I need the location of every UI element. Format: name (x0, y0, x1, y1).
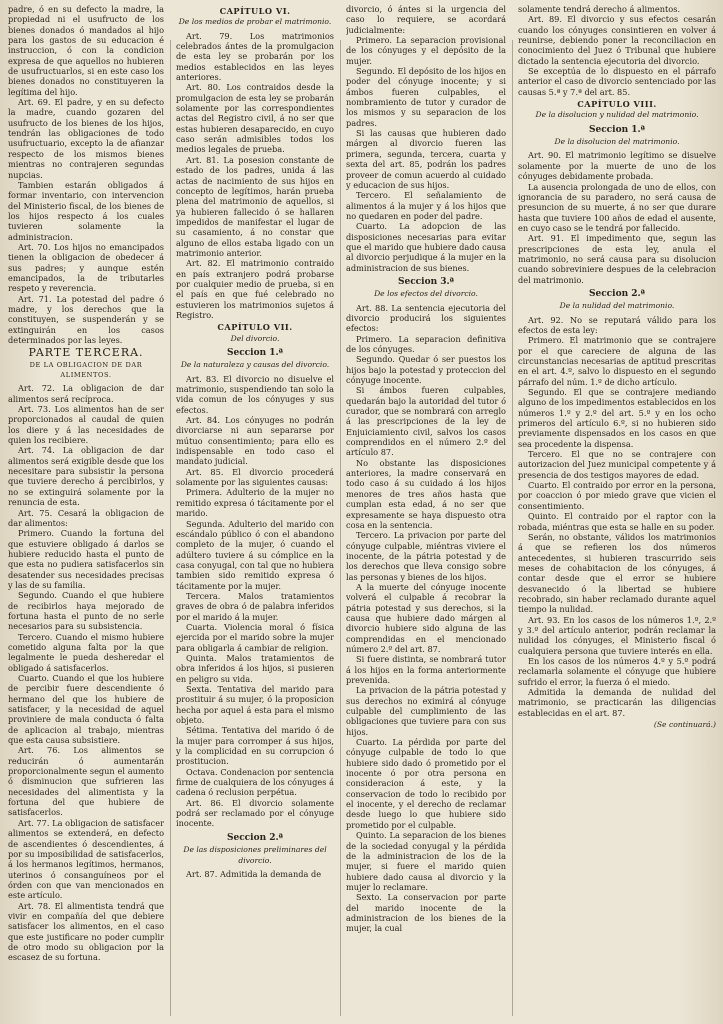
paragraph: Cuarto. El contraido por error en la persona, por coaccion ó por miedo grave que vicien el consentimiento. (518, 480, 716, 511)
paragraph: Art. 87. Admitida la demanda de (186, 868, 322, 879)
paragraph: Art. 79. Los matrimonios celebrados ántes de la promulgacion de esta ley se probarán por los medios establecidos en las leyes anteriores. (176, 30, 334, 83)
paragraph: Art. 92. No se reputará válido para los efectos de esta ley: (518, 314, 716, 335)
paragraph: Art. 70. Los hijos no emancipados tienen la obligacion de obedecer á sus padres; y aunque estén emancipados, la de tributarles respeto y reverencia. (8, 241, 164, 294)
chapter-title: CAPÍTULO VIII. (577, 99, 657, 110)
paragraph: Art. 83. El divorcio no disuelve el matrimonio, suspendiendo tan solo la vida comun de los cónyuges y sus efectos. (176, 373, 334, 415)
paragraph: Cuarto. Cuando el que los hubiere de percibir fuere descendiente ó hermano del que los hubiere de satisfacer, y la necesidad de aquel proviniere de mala conducta ó falta de aplicacion al trabajo, mientras que esta causa subsistiere. (8, 673, 164, 746)
paragraph: Tercero. La privacion por parte del cónyuge culpable, miéntras viviere el inocente, de la pátria potestad y de los derechos que lleva consigo sobre las personas y bienes de los hijos. (346, 530, 506, 582)
paragraph: Si las causas que hubieren dado márgen al divorcio fueren las primera, segunda, tercera, cuarta y sexta del art. 85, podrán los padres proveer de comun acuerdo al cuidado y educacion de sus hijos. (346, 128, 506, 190)
paragraph: Primero. La separacion provisional de los cónyuges y el depósito de la mujer. (346, 35, 506, 66)
paragraph: padre, ó en su defecto la madre, la propiedad ni el usufructo de los bienes donados ó mandados al hijo para los gastos de su educacion é instruccion, ó con la condicion expresa de que aquellos no hubieren de usufructuarlos, si en este caso los bienes donados no constituyeren la legítima del hijo. (8, 4, 164, 97)
section-title: Seccion 2.ª (588, 288, 646, 299)
paragraph: Art. 69. El padre, y en su defecto la madre, cuando gozaren del usufructo de los bienes de los hijos, tendrán las obligaciones de todo usufructuario, excepto la de afianzar respecto de los mismos bienes mientras no contrajeren segundas nupcias. (8, 97, 164, 180)
paragraph: Tercero. Cuando el mismo hubiere cometido alguna falta por la que legalmente le pueda desheredar el obligado á satisfacerlos. (8, 631, 164, 673)
paragraph: Si ámbos fueren culpables, quedarán bajo la autoridad del tutor ó curador, que se nombrará con arreglo á las prescripciones de la ley de Enjuiciamiento civil, salvos los casos comprendidos en el número 2.º del artículo 87. (346, 385, 506, 458)
paragraph: Art. 80. Los contraidos desde la promulgacion de esta ley se probarán solamente por las correspondientes actas del Registro civil, á no ser que estas hubieren desaparecido, en cuyo caso serán admisibles todos los medios legales de prueba. (176, 82, 334, 155)
paragraph: Sexto. La conservacion por parte del marido inocente de la administracion de los bienes de la mujer, la cual (346, 892, 506, 934)
paragraph: Art. 90. El matrimonio legítimo se disuelve solamente por la muerte de uno de los cónyuges debidamente probada. (518, 150, 716, 182)
paragraph: Sexta. Tentativa del marido para prostituir á su mujer, ó la proposicion hecha por aquel á esta para el mismo objeto. (176, 684, 334, 726)
column-divider (512, 40, 513, 1016)
chapter-title: CAPÍTULO VI. (219, 6, 291, 16)
paragraph: Primero. Cuando la fortuna del que estuviere obligado á darlos se hubiere reducido hasta el punto de que esta no pudiera satisfacerlos sin desatender sus necesidades precisas y las de su familia. (8, 528, 164, 590)
chapter-subtitle: De la disolucion y nulidad del matrimonio. (535, 110, 699, 120)
column-1 (8, 4, 164, 1020)
column-3 (346, 4, 506, 1020)
paragraph: Art. 77. La obligacion de satisfacer alimentos se extenderá, en defecto de ascendientes ó descendientes, á por su imposibilidad de satisfacerlos, á los hermanos legítimos, hermanos, uterinos ó consanguíneos por el órden con que van mencionados en este artículo. (8, 817, 164, 901)
section-title: Seccion 1.ª (588, 124, 646, 135)
section-subtitle: De la disolucion del matrimonio. (554, 137, 680, 147)
paragraph: En los casos de los números 4.º y 5.º podrá reclamarla solamente el cónyuge que hubiere sufrido el error, la fuerza ó el miedo. (518, 655, 716, 687)
paragraph: Quinta. Malos tratamientos de obra inferidos á los hijos, si pusieren en peligro su vida. (176, 652, 334, 684)
paragraph: Art. 71. La potestad del padre ó madre, y los derechos que la constituyen, se suspenderán y se extinguirán en los casos determinados por las leyes. (8, 293, 164, 345)
paragraph: Segundo. Cuando el que hubiere de recibirlos haya mejorado de fortuna hasta el punto de no serle necesarios para su subsistencia. (8, 590, 164, 632)
section-title: Seccion 1.ª (226, 348, 284, 358)
section-subtitle: De las disposiciones preliminares del divorcio. (183, 845, 327, 865)
paragraph: Art. 75. Cesará la obligacion de dar alimentos: (8, 507, 164, 528)
paragraph: Serán, no obstante, válidos los matrimonios á que se refieren los dos números antecedentes, si hubieren trascurrido seis meses de cohabitacion de los cónyuges, á contar desde que el error se hubiere desvanecido ó la libertad se hubiere recobrado, sin haber reclamado durante aquel tiempo la nulidad. (518, 531, 716, 615)
chapter-subtitle: De los medios de probar el matrimonio. (178, 17, 332, 27)
paragraph: Tercero. El señalamiento de alimentos á la mujer y á los hijos que no quedaren en poder del padre. (346, 190, 506, 221)
paragraph: Primera. Adulterio de la mujer no remitido expresa ó tácitamente por el marido. (176, 487, 334, 519)
paragraph: Tambien estarán obligados á formar inventario, con intervencion del Ministerio fiscal, de los bienes de los hijos respecto á los cuales tuvieren solamente la administracion. (8, 179, 164, 242)
paragraph: Segundo. Quedar ó ser puestos los hijos bajo la potestad y proteccion del cónyuge inocente. (346, 354, 506, 386)
paragraph: Se exceptúa de lo dispuesto en el párrafo anterior el caso de divorcio sentenciado por las causas 5.ª y 7.ª del art. 85. (518, 66, 716, 97)
paragraph: La privacion de la pátria potestad y sus derechos no eximirá al cónyuge culpable del cumplimiento de las obligaciones que tuviere para con sus hijos. (346, 685, 506, 737)
paragraph: Art. 91. El impedimento que, segun las prescripciones de esta ley, anula el matrimonio, no será causa para su disolucion cuando sobreviniere despues de la celebracion del matrimonio. (518, 233, 716, 285)
paragraph: Art. 72. La obligacion de dar alimentos será recíproca. (8, 383, 164, 404)
paragraph: Segundo. El que se contrajere mediando alguno de los impedimentos establecidos en los números 1.º y 2.º del art. 5.º y en los ocho primeros del artículo 6.º, si no hubieren sido previamente dispensados en los casos en que sea procedente la dispensa. (518, 387, 716, 449)
paragraph: solamente tendrá derecho á alimentos. (518, 4, 681, 14)
paragraph: Art. 74. La obligacion de dar alimentos será exigible desde que los necesitare para subsistir la persona que tuviere derecho á percibirlos, y no se extinguirá solamente por la renuncia de esta. (8, 445, 164, 508)
chapter-subtitle: Del divorcio. (230, 333, 280, 343)
section-title: Seccion 3.ª (397, 276, 455, 287)
paragraph: Octava. Condenacion por sentencia firme de cualquiera de los cónyuges á cadena ó reclusion perpétua. (176, 766, 334, 798)
paragraph: Quinto. El contraido por el raptor con la robada, miéntras que esta se halle en su poder. (518, 511, 716, 532)
paragraph: Tercera. Malos tratamientos graves de obra ó de palabra inferidos por el marido á la mujer. (176, 590, 334, 622)
paragraph: Art. 85. El divorcio procederá solamente por las siguientes causas: (176, 466, 334, 488)
paragraph: Cuarta. Violencia moral ó física ejercida por el marido sobre la mujer para obligarla á cambiar de religion. (176, 621, 334, 653)
continues-note: (Se continuará.) (653, 720, 716, 730)
paragraph: Art. 86. El divorcio solamente podrá ser reclamado por el cónyuge inocente. (176, 797, 334, 829)
chapter-title: CAPÍTULO VII. (217, 322, 293, 333)
column-divider (170, 40, 171, 1016)
paragraph: divorcio, ó ántes si la urgencia del caso lo requiere, se acordará judicialmente: (346, 4, 506, 35)
section-subtitle: De la naturaleza y causas del divorcio. (180, 360, 330, 370)
column-4 (518, 4, 716, 1020)
paragraph: Tercero. El que no se contrajere con autorizacion del Juez municipal competente y á presencia de dos testigos mayores de edad. (518, 449, 716, 480)
paragraph: Art. 88. La sentencia ejecutoria del divorcio producirá los siguientes efectos: (346, 302, 506, 334)
paragraph: Primero. El matrimonio que se contrajere por el que careciere de alguna de las circunstancias necesarias de aptitud prescritas en el art. 4.º, salvo lo dispuesto en el segundo párrafo del núm. 1.º de dicho artículo. (518, 335, 716, 387)
paragraph: Art. 78. El alimentista tendrá que vivir en compañía del que debiere satisfacer los alimentos, en el caso que este justificare no poder cumplir de otro modo su obligacion por la escasez de su fortuna. (8, 900, 164, 963)
paragraph: A la muerte del cónyuge inocente volverá el culpable á recobrar la pátria potestad y sus derechos, si la causa que hubiere dado márgen al divorcio hubiere sido alguna de las comprendidas en el mencionado número 2.º del art. 87. (346, 581, 506, 654)
paragraph: Quinto. La separacion de los bienes de la sociedad conyugal y la pérdida de la administracion de los de la mujer, si fuere el marido quien hubiere dado causa al divorcio y la mujer lo reclamare. (346, 830, 506, 892)
paragraph: La ausencia prolongada de uno de ellos, con ignorancia de su paradero, no será causa de presuncion de su muerte, á no ser que durare hasta que tuviere 100 años de edad el ausente, en cuyo caso se le tendrá por fallecido. (518, 181, 716, 233)
paragraph: Admitida la demanda de nulidad del matrimonio, se practicarán las diligencias establecidas en el art. 87. (518, 687, 716, 718)
paragraph: Segunda. Adulterio del marido con escándalo público ó con el abandono completo de la mujer, ó cuando el adúltero tuviere á su cómplice en la casa conyugal, con tal que no hubiera tambien sido remitido expresa ó tácitamente por la mujer. (176, 518, 334, 591)
part-title: PARTE TERCERA. (28, 346, 144, 360)
section-subtitle: De la nulidad del matrimonio. (559, 301, 675, 311)
paragraph: Cuarto. La pérdida por parte del cónyuge culpable de todo lo que hubiere sido dado ó prometido por el inocente ó por otra persona en consideracion á este, y la conservacion de todo lo recibido por el inocente, y el derecho de reclamar desde luego lo que hubiere sido prometido por el culpable. (346, 737, 506, 830)
paragraph: Si fuere distinta, se nombrará tutor á los hijos en la forma anteriormente prevenida. (346, 654, 506, 685)
section-subtitle: De los efectos del divorcio. (374, 289, 478, 299)
paragraph: Art. 73. Los alimentos han de ser proporcionados al caudal de quien los diere y á las necesidades de quien los recibiere. (8, 404, 164, 446)
paragraph: Art. 93. En los casos de los números 1.º, 2.º y 3.º del artículo anterior, podrán reclamar la nulidad los cónyuges, el Ministerio fiscal ó cualquiera persona que tuviere interés en ella. (518, 614, 716, 656)
paragraph: Segundo. El depósito de los hijos en poder del cónyuge inocente; y si ámbos fueren culpables, el nombramiento de tutor y curador de los mismos y su separacion de los padres. (346, 66, 506, 128)
paragraph: Art. 84. Los cónyuges no podrán divorciarse ni aun separarse por mútuo consentimiento; para ello es indispensable en todo caso el mandato judicial. (176, 415, 334, 467)
paragraph: Primero. La separacion definitiva de los cónyuges. (346, 333, 506, 354)
paragraph: Sétima. Tentativa del marido ó de la mujer para corromper á sus hijos, y la complicidad en su corrupcion ó prostitucion. (176, 725, 334, 767)
paragraph: Art. 81. La posesion constante de estado de los padres, unida á las actas de nacimiento de sus hijos en concepto de legítimos, harán prueba plena del matrimonio de aquellos, si ya hubieren fallecido ó se hallaren impedidos de manifestar el lugar de su casamiento, á no constar que alguno de ellos estaba ligado con un matrimonio anterior. (176, 154, 334, 258)
part-subtitle: DE LA OBLIGACION DE DAR ALIMENTOS. (29, 360, 143, 380)
paragraph: Art. 89. El divorcio y sus efectos cesarán cuando los cónyuges consintieren en volver á reunirse, debiendo poner la reconciliacion en conocimiento del Juez ó Tribunal que hubiere dictado la sentencia ejecutoria del divorcio. (518, 14, 716, 66)
column-2 (176, 4, 334, 1020)
paragraph: Art. 76. Los alimentos se reducirán ó aumentarán proporcionalmente segun el aumento ó disminucion que sufrieren las necesidades del alimentista y la fortuna del que hubiere de satisfacerlos. (8, 745, 164, 818)
column-divider (340, 40, 341, 1016)
section-title: Seccion 2.ª (226, 832, 284, 843)
paragraph: No obstante las disposiciones anteriores, la madre conservará en todo caso á su cuidado á los hijos menores de tres años hasta que cumplan esta edad, á no ser que expresamente se haya dispuesto otra cosa en la sentencia. (346, 457, 506, 530)
paragraph: Art. 82. El matrimonio contraido en país extranjero podrá probarse por cualquier medio de prueba, si en el país en que fué celebrado no estuvieren los matrimonios sujetos á Registro. (176, 258, 334, 320)
paragraph: Cuarto. La adopcion de las disposiciones necesarias para evitar que el marido que hubiere dado causa al divorcio perjudique á la mujer en la administracion de sus bienes. (346, 221, 506, 273)
